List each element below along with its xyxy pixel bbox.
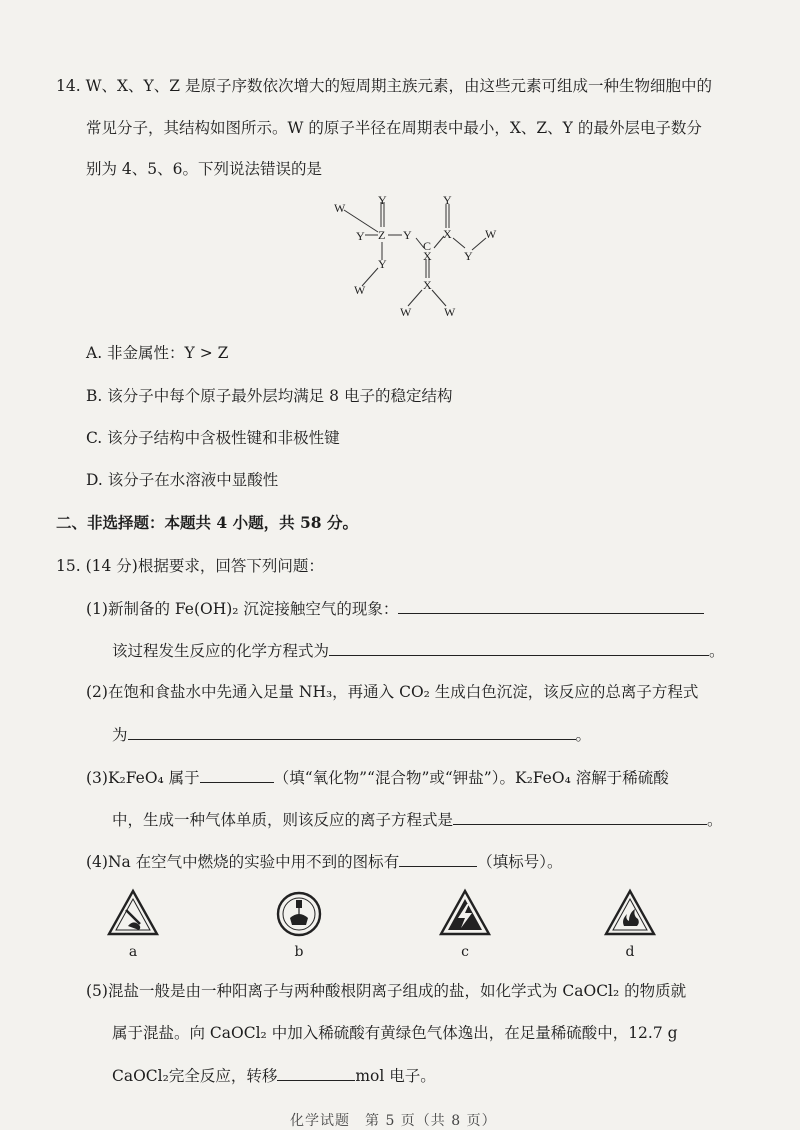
atom-w: W	[354, 283, 366, 297]
answer-blank-1b[interactable]	[329, 639, 709, 656]
atom-x: X	[443, 227, 452, 241]
atom-y: Y	[356, 229, 365, 243]
atom-y: Y	[378, 257, 387, 271]
icon-label-c: c	[461, 944, 469, 960]
q15-part1-text2: 该过程发生反应的化学方程式为	[112, 642, 330, 660]
q15-part1-line1	[86, 597, 704, 620]
atom-w: W	[334, 201, 346, 215]
q15-part5-line2: 属于混盐。向 CaOCl₂ 中加入稀硫酸有黄绿色气体逸出，在足量稀硫酸中，12.7 g	[112, 1024, 678, 1042]
icon-label-b: b	[294, 944, 304, 960]
q15-header: 15. (14 分)根据要求，回答下列问题：	[56, 557, 324, 575]
period-mark: 。	[575, 726, 592, 744]
section-2-title: 二、非选择题：本题共 4 小题，共 58 分。	[56, 513, 358, 532]
q14-stem-line1: 14. W、X、Y、Z 是原子序数依次增大的短周期主族元素，由这些元素可组成一种生物细胞中的	[56, 77, 712, 95]
q15-part2-line1: (2)在饱和食盐水中先通入足量 NH₃，再通入 CO₂ 生成白色沉淀，该反应的总离子方程式	[86, 683, 699, 701]
page-footer: 化学试题 第 5 页（共 8 页）	[290, 1113, 497, 1129]
q15-part2-line2	[112, 723, 591, 746]
q15-part3-text1a: (3)K₂FeO₄ 属于	[86, 769, 200, 787]
q15-part5-text3a: CaOCl₂完全反应，转移	[112, 1067, 278, 1085]
q14-stem-line2: 常见分子，其结构如图所示。W 的原子半径在周期表中最小，X、Z、Y 的最外层电子数分	[86, 119, 702, 137]
atom-c: C	[423, 239, 432, 253]
q14-option-b: B. 该分子中每个原子最外层均满足 8 电子的稳定结构	[86, 387, 453, 405]
q14-option-a: A. 非金属性：Y > Z	[86, 344, 229, 362]
electric-hazard-icon	[438, 888, 492, 938]
answer-blank-1a[interactable]	[398, 597, 704, 614]
q15-part3-line2	[112, 808, 723, 831]
answer-blank-2[interactable]	[128, 723, 576, 740]
q15-part5-line1: (5)混盐一般是由一种阳离子与两种酸根阴离子组成的盐，如化学式为 CaOCl₂ 的物质就	[86, 982, 687, 1000]
answer-blank-3b[interactable]	[453, 808, 707, 825]
period-mark: 。	[709, 642, 725, 660]
period-mark: 。	[707, 811, 723, 829]
atom-w: W	[485, 227, 497, 241]
q14-option-d: D. 该分子在水溶液中显酸性	[86, 471, 279, 489]
atom-w: W	[444, 305, 456, 319]
sharp-object-hazard-icon	[106, 888, 160, 938]
atom-x: X	[423, 249, 432, 263]
answer-blank-3a[interactable]	[200, 766, 274, 783]
q14-stem-line3: 别为 4、5、6。下列说法错误的是	[86, 160, 323, 178]
atom-y: Y	[464, 249, 473, 263]
q15-part4-text-a: (4)Na 在空气中燃烧的实验中用不到的图标有	[86, 853, 400, 871]
q15-part3-text1b: （填“氧化物”“混合物”或“钾盐”）。K₂FeO₄ 溶解于稀硫酸	[273, 769, 669, 787]
answer-blank-4[interactable]	[399, 850, 477, 867]
q15-part3-line1	[86, 766, 669, 789]
wash-hands-icon	[272, 888, 326, 938]
atom-z: Z	[378, 228, 386, 242]
hot-surface-hazard-icon	[603, 888, 657, 938]
q15-part5-line3	[112, 1064, 436, 1087]
q14-option-c: C. 该分子结构中含极性键和非极性键	[86, 429, 340, 447]
atom-w: W	[400, 305, 412, 319]
answer-blank-5[interactable]	[277, 1064, 355, 1081]
q15-part1-text1: (1)新制备的 Fe(OH)₂ 沉淀接触空气的现象：	[86, 600, 399, 618]
q15-part5-text3b: mol 电子。	[355, 1067, 436, 1085]
icon-label-d: d	[625, 944, 635, 960]
q15-part4-line	[86, 850, 562, 873]
q15-part4-text-b: （填标号）。	[477, 853, 563, 871]
q15-part3-text2: 中，生成一种气体单质，则该反应的离子方程式是	[112, 811, 454, 829]
q15-part1-line2	[112, 639, 725, 662]
atom-y: Y	[443, 193, 452, 207]
atom-y: Y	[403, 228, 412, 242]
q15-part2-text2: 为	[112, 726, 128, 744]
atom-y: Y	[378, 193, 387, 207]
icon-label-a: a	[128, 944, 138, 960]
molecule-structure-diagram	[320, 192, 520, 327]
atom-x: X	[423, 278, 432, 292]
